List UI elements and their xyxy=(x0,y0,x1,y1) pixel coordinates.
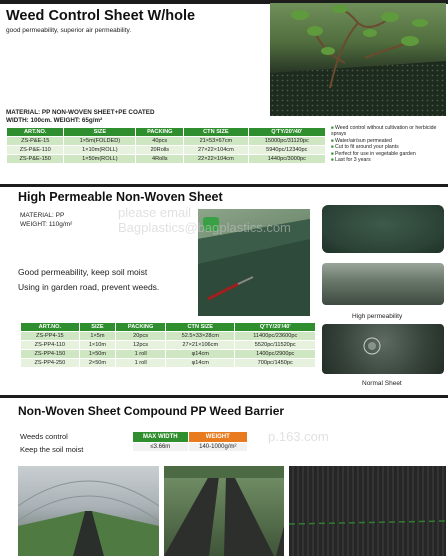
watermark-line-2: Bagplastics@bagplastics.com xyxy=(118,220,291,235)
table-cell: 1×50m xyxy=(79,350,116,359)
watermark-line-1: please email xyxy=(118,205,191,220)
section1-subtitle: good permeability, superior air permeability. xyxy=(6,27,132,34)
plant-on-weed-sheet-photo xyxy=(270,3,446,116)
field-illustration xyxy=(164,466,284,556)
table-row xyxy=(7,137,326,146)
section1-title: Weed Control Sheet W/hole xyxy=(6,8,196,24)
col-header-size: SIZE xyxy=(64,128,136,137)
table-cell: ZS-PP4-150 xyxy=(21,350,80,359)
table-cell: 700pc/1450pc xyxy=(235,359,316,368)
table-row xyxy=(21,341,316,350)
table-cell: ZS-PP4-15 xyxy=(21,332,80,341)
table-cell: ZS-P&E-110 xyxy=(7,146,64,155)
label-high-permeability: High permeability xyxy=(352,313,403,320)
table-cell: 1 roll xyxy=(116,359,166,368)
greenhouse-photo xyxy=(18,466,159,556)
col-header-ctn-size: CTN SIZE xyxy=(184,128,248,137)
garden-illustration xyxy=(198,209,310,316)
table-cell: 21×53×67cm xyxy=(184,137,248,146)
table-cell: φ14cm xyxy=(166,359,235,368)
table-row xyxy=(21,350,316,359)
col-header-packing: PACKING xyxy=(136,128,184,137)
table-cell: ZS-PP4-250 xyxy=(21,359,80,368)
table-cell: 27×22×104cm xyxy=(184,146,248,155)
table-cell: 5940pc/12340pc xyxy=(248,146,325,155)
section2-weight: WEIGHT: 110g/m² xyxy=(20,221,73,228)
table-cell: ZS-PP4-110 xyxy=(21,341,80,350)
section2-desc-1: Good permeability, keep soil moist xyxy=(18,267,148,277)
table-cell: 1×5m(FOLDED) xyxy=(64,137,136,146)
compound-spec-table xyxy=(132,431,248,452)
feature-item: ■ Last for 3 years xyxy=(331,157,447,163)
col-header-art-no: ART.NO. xyxy=(21,323,80,332)
table-cell: 1×5m xyxy=(79,332,116,341)
col-header-weight: WEIGHT xyxy=(188,432,247,443)
col-header-ctn-size: CTN SIZE xyxy=(166,323,235,332)
label-normal-sheet: Normal Sheet xyxy=(362,380,402,387)
normal-sheet-swatch xyxy=(322,324,444,374)
table-cell: 1440pc/3000pc xyxy=(248,155,325,164)
table-cell: 20pcs xyxy=(116,332,166,341)
section2-title: High Permeable Non-Woven Sheet xyxy=(18,190,223,204)
table-cell: 5520pc/11520pc xyxy=(235,341,316,350)
weed-control-spec-table xyxy=(6,127,326,164)
feature-item: ■ Perfect for use in vegetable garden xyxy=(331,151,447,157)
feature-item: ■ Weed control without cultivation or herbicide sprays xyxy=(331,125,447,138)
table-cell: 52.5×33×28cm xyxy=(166,332,235,341)
section3-line-1: Weeds control xyxy=(20,432,68,441)
table-cell: 1×10m xyxy=(79,341,116,350)
section3-line-2: Keep the soil moist xyxy=(20,445,84,454)
section2-divider-bar xyxy=(0,184,448,187)
field-rows-photo xyxy=(164,466,284,556)
col-header-max-width: MAX WIDTH xyxy=(133,432,189,443)
table-cell: ≤3.66m xyxy=(133,443,189,452)
table-cell: 12pcs xyxy=(116,341,166,350)
table-cell: 1400pc/2900pc xyxy=(235,350,316,359)
material-line: MATERIAL: PP NON-WOVEN SHEET+PE COATED xyxy=(6,109,155,116)
section3-title: Non-Woven Sheet Compound PP Weed Barrier xyxy=(18,404,285,418)
high-permeability-swatch-2 xyxy=(322,263,444,305)
col-header-qty: Q'TY/20'/40' xyxy=(235,323,316,332)
table-cell: 27×21×106cm xyxy=(166,341,235,350)
table-cell: ZS-P&E-15 xyxy=(7,137,64,146)
col-header-qty: Q'TY/20'/40' xyxy=(248,128,325,137)
table-cell: 22×22×104cm xyxy=(184,155,248,164)
col-header-art-no: ART.NO. xyxy=(7,128,64,137)
section3-divider-bar xyxy=(0,395,448,398)
table-row xyxy=(7,146,326,155)
feature-item: ■ Water/air/sun permeated xyxy=(331,138,447,144)
table-cell: 15000pc/31120pc xyxy=(248,137,325,146)
table-row xyxy=(21,332,316,341)
table-cell: φ14cm xyxy=(166,350,235,359)
feature-item: ■ Cut to fit around your plants xyxy=(331,144,447,150)
water-droplet-icon xyxy=(322,324,444,374)
table-cell: 40pcs xyxy=(136,137,184,146)
col-header-packing: PACKING xyxy=(116,323,166,332)
col-header-size: SIZE xyxy=(79,323,116,332)
table-cell: 20Rolls xyxy=(136,146,184,155)
garden-sheet-photo xyxy=(198,209,310,316)
table-cell: 11400pc/23600pc xyxy=(235,332,316,341)
table-row xyxy=(7,155,326,164)
section2-desc-2: Using in garden road, prevent weeds. xyxy=(18,282,160,292)
greenhouse-illustration xyxy=(18,466,159,556)
high-permeability-swatch xyxy=(322,205,444,253)
table-cell: 2×50m xyxy=(79,359,116,368)
high-permeable-spec-table xyxy=(20,322,316,368)
table-cell: 140-1000g/m² xyxy=(188,443,247,452)
fabric-illustration xyxy=(289,466,446,556)
watermark-line-3: p.163.com xyxy=(268,429,329,444)
table-row xyxy=(133,443,248,452)
section2-material: MATERIAL: PP xyxy=(20,212,65,219)
feature-list xyxy=(331,125,447,163)
table-cell: ZS-P&E-150 xyxy=(7,155,64,164)
table-header-row xyxy=(133,432,248,443)
table-header-row xyxy=(7,128,326,137)
table-cell: 1×50m(ROLL) xyxy=(64,155,136,164)
table-cell: 1×10m(ROLL) xyxy=(64,146,136,155)
table-header-row xyxy=(21,323,316,332)
width-weight-line: WIDTH: 100cm. WEIGHT: 65g/m² xyxy=(6,117,103,124)
woven-fabric-closeup-photo xyxy=(289,466,446,556)
plant-illustration xyxy=(270,3,446,116)
table-row xyxy=(21,359,316,368)
table-cell: 1 roll xyxy=(116,350,166,359)
table-cell: 4Rolls xyxy=(136,155,184,164)
